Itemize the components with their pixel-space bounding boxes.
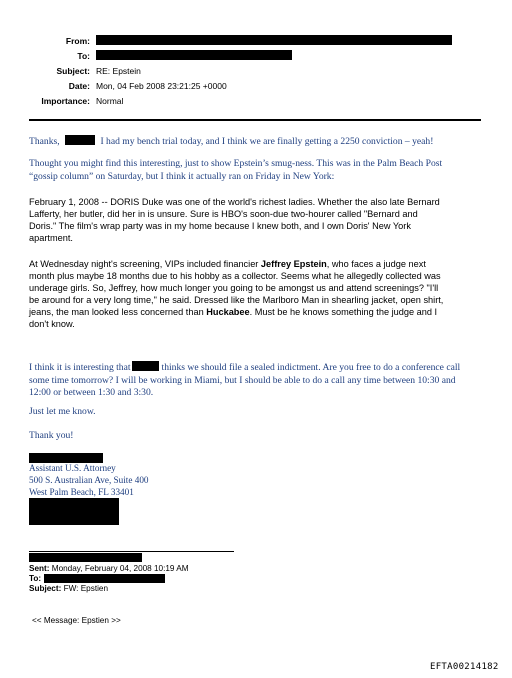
article-p1-line1: February 1, 2008 -- DORIS Duke was one of the world's richest ladies. Whether the also late Bernard <box>29 197 440 207</box>
signature-address2: West Palm Beach, FL 33401 <box>29 486 134 497</box>
article-name-bold: Jeffrey Epstein <box>260 259 327 269</box>
closing-para2: Just let me know. <box>29 406 96 417</box>
signature-address1: 500 S. Australian Ave, Suite 400 <box>29 474 149 485</box>
signature-name-redaction <box>29 453 103 463</box>
document-id: EFTA00214182 <box>430 662 499 672</box>
closing-p1-line2: some time tomorrow? I will be working in Miami, but I should be able to do a call any time between 10:30 and <box>29 374 456 386</box>
closing-p1-post: thinks we should file a sealed indictment. Are you free to do a conference call <box>161 362 461 373</box>
from-redaction <box>96 35 452 45</box>
forward-subject-value: FW: Epstien <box>63 584 109 593</box>
article-p2-line2: month plus maybe 18 months due to his hobby as a collector. Seems what he allegedly collected was <box>29 270 441 281</box>
article-p2-l1-post: , who faces a judge next <box>326 259 426 269</box>
forward-sent-label: Sent: <box>29 564 50 573</box>
forward-to <box>29 574 41 583</box>
signature-block <box>29 463 149 498</box>
reply-para2-line1: Thought you might find this interesting, just to show Epstein’s smug-ness. This was in the Palm Beach Post <box>29 158 443 169</box>
article-para1 <box>29 197 440 245</box>
from-label: From: <box>65 36 90 46</box>
signature-title: Assistant U.S. Attorney <box>29 463 116 473</box>
closing-para3: Thank you! <box>29 430 74 441</box>
article-p1-line3: Doris." The film's wrap party was in my home because I knew both, and I own Doris' New York <box>29 220 411 231</box>
reply-para2-line2: “gossip column” on Saturday, but I think it actually ran on Friday in New York: <box>29 170 335 182</box>
forward-from-redaction <box>29 553 142 562</box>
article-para2 <box>29 259 443 330</box>
forward-to-label: To: <box>29 574 42 583</box>
forward-sent-value: Monday, February 04, 2008 10:19 AM <box>51 564 189 573</box>
importance-value: Normal <box>96 96 124 106</box>
article-p2-l5-pre: jeans, the man looked less concerned than <box>29 306 207 317</box>
subject-label: Subject: <box>56 66 90 76</box>
forward-to-redaction <box>44 574 165 583</box>
article-p2-line1 <box>29 259 443 271</box>
article-p2-l1-pre: At Wednesday night's screening, VIPs included financier <box>29 259 261 269</box>
closing-name-redaction <box>132 361 159 371</box>
forward-subject <box>29 584 108 593</box>
attachment-link[interactable]: << Message: Epstien >> <box>32 616 121 625</box>
reply-thanks-prefix: Thanks, <box>29 136 60 147</box>
article-p2-line4: be around for a very long time," he said. Dressed like the Marlboro Man in shearling jacket, open shirt, <box>29 294 444 305</box>
closing-p1-line1 <box>29 361 460 375</box>
closing-para1 <box>29 361 460 400</box>
reply-thanks-suffix: I had my bench trial today, and I think we are finally getting a 2250 conviction – yeah! <box>100 136 434 147</box>
closing-p1-line3: 12:00 or between 1:30 and 3:30. <box>29 387 154 398</box>
article-p1-line4: apartment. <box>29 232 73 243</box>
reply-thanks <box>29 135 433 149</box>
date-label: Date: <box>68 81 90 91</box>
thanks-name-redaction <box>65 135 95 145</box>
article-p2-line5 <box>29 307 443 319</box>
date-value: Mon, 04 Feb 2008 23:21:25 +0000 <box>96 81 227 91</box>
article-p2-line6: don't know. <box>29 318 75 329</box>
to-label: To: <box>77 51 90 61</box>
signature-contact-redaction <box>29 498 119 525</box>
header-divider <box>29 119 481 121</box>
article-p1-line2: Lafferty, her butler, did her in is unsure. Sure is HBO's soon-due two-hourer called "Bernard and <box>29 208 418 219</box>
article-huckabee-bold: Huckabee <box>206 306 250 317</box>
to-redaction <box>96 50 292 60</box>
forward-subject-label: Subject: <box>29 584 62 593</box>
article-p2-l5-post: . Must be he knows something the judge and I <box>249 306 438 317</box>
closing-p1-pre: I think it is interesting that <box>29 362 131 373</box>
forward-divider <box>29 551 234 552</box>
article-p2-line3: underage girls. So, Jeffrey, how much longer you going to be amongst us and attend screenings? "I'll <box>29 282 439 293</box>
subject-value: RE: Epstein <box>96 66 141 76</box>
forward-sent <box>29 564 189 573</box>
reply-para2 <box>29 158 442 183</box>
importance-label: Importance: <box>41 96 90 106</box>
